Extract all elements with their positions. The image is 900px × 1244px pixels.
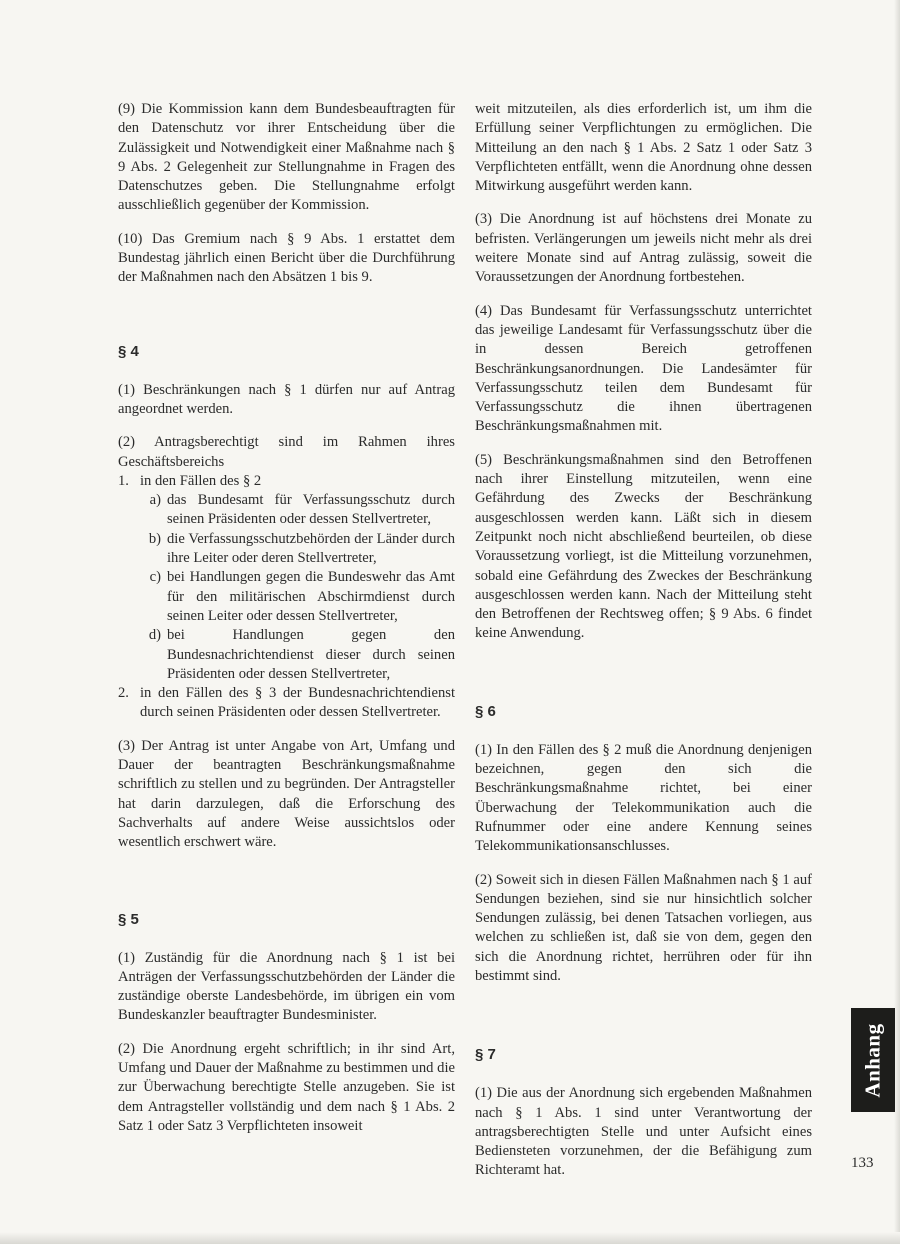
list-item [118, 684, 455, 723]
section-5-paragraph-1: (1) Zuständig für die Anordnung nach § 1 ist bei Anträgen der Verfassungsschutzbehörden der Länder die zuständige oberste Landesbehörde, im übrigen ein vom Bundeskanzler beauftragter Bundesminister. [118, 949, 455, 1024]
sub-list-letter: d) [148, 627, 161, 644]
sub-list-letter: a) [149, 492, 161, 509]
sub-list [140, 491, 455, 684]
sub-list-item [140, 491, 455, 530]
list-item-number: 2. [118, 685, 129, 702]
sub-list-text: das Bundesamt für Verfassungsschutz durch seinen Präsidenten oder dessen Stellvertreter, [167, 492, 455, 528]
section-4-paragraph-2-intro: (2) Antragsberechtigt sind im Rahmen ihres Geschäftsbereichs [118, 434, 455, 470]
sub-list-text: bei Handlungen gegen die Bundeswehr das Amt für den militärischen Abschirmdienst durch seinen Leiter oder dessen Stellvertreter, [167, 569, 455, 624]
section-4-paragraph-3: (3) Der Antrag ist unter Angabe von Art, Umfang und Dauer der beantragten Beschränkungsmaßnahme schriftlich zu stellen und zu begründen. Der Antragsteller hat darin darzulegen, daß die Erforschung des Sachverhalts auf andere Weise aussichtslos oder wesentlich erschwert wäre. [118, 737, 455, 851]
section-4-list [118, 472, 455, 723]
section-5-heading: § 5 [118, 910, 139, 928]
sub-list-text: die Verfassungsschutzbehörden der Länder durch ihre Leiter oder deren Stellvertreter, [167, 530, 455, 567]
section-4-paragraph-1: (1) Beschränkungen nach § 1 dürfen nur auf Antrag angeordnet werden. [118, 381, 455, 417]
section-7-paragraph-1: (1) Die aus der Anordnung sich ergebenden Maßnahmen nach § 1 Abs. 1 sind unter Verantwortung der antragsberechtigten Stelle und unter Aufsicht eines Bediensteten vorzunehmen, der die Befähigung zum Richteramt hat. [475, 1085, 812, 1179]
page-number: 133 [851, 1155, 874, 1171]
page-edge-bottom [0, 1232, 900, 1244]
sub-list-text: bei Handlungen gegen den Bundesnachrichtendienst dieser durch seinen Präsidenten oder dessen Stellvertreter, [167, 627, 455, 682]
section-7-heading: § 7 [475, 1046, 496, 1064]
section-4-heading: § 4 [118, 342, 139, 360]
list-item-text: in den Fällen des § 2 [140, 472, 262, 489]
section-5-paragraph-5: (5) Beschränkungsmaßnahmen sind den Betroffenen nach ihrer Einstellung mitzuteilen, wenn eine Gefährdung des Zwecks der Beschränkung ausgeschlossen werden kann. Läßt sich in diesem Zeitpunkt noch nicht abschließend beurteilen, ob diese Voraussetzung vorliegt, ist die Mitteilung vorzunehmen, sobald eine Gefährdung des Zweckes der Beschränkung ausgeschlossen werden kann. Nach der Mitteilung steht den Betroffenen der Rechtsweg offen; § 9 Abs. 6 findet keine Anwendung. [475, 451, 812, 642]
sub-list-letter: c) [149, 569, 161, 586]
paragraph-9: (9) Die Kommission kann dem Bundesbeauftragten für den Datenschutz vor ihrer Entscheidung über die Zulässigkeit und Notwendigkeit einer Maßnahme nach § 9 Abs. 2 Gelegenheit zur Stellungnahme in Fragen des Datenschutzes geben. Die Stellungnahme erfolgt ausschließlich gegenüber der Kommission. [118, 101, 455, 214]
sub-list-letter: b) [148, 530, 161, 547]
section-6-paragraph-1: (1) In den Fällen des § 2 muß die Anordnung denjenigen bezeichnen, gegen den sich die Beschränkungsmaßnahme richtet, bei einer Überwachung der Telekommunikation auch die Rufnummer oder eine andere Kennung seines Telekommunikationsanschlusses. [475, 741, 812, 855]
list-item-number: 1. [118, 472, 129, 489]
section-5-paragraph-2: (2) Die Anordnung ergeht schriftlich; in ihr sind Art, Umfang und Dauer der Maßnahme zu bestimmen und die zur Überwachung berechtigte Stelle anzugeben. Sie ist dem Antragsteller vollständig und dem nach § 1 Abs. 2 Satz 1 oder Satz 3 Verpflichteten insoweit [118, 1040, 455, 1134]
section-5-paragraph-4: (4) Das Bundesamt für Verfassungsschutz unterrichtet das jeweilige Landesamt für Verfassungsschutz über die in dessen Bereich getroffenen Beschränkungsanordnungen. Die Landesämter für Verfassungsschutz teilen dem Bundesamt für Verfassungsschutz die ihnen übertragenen Beschränkungsmaßnahmen mit. [475, 302, 812, 435]
right-column [475, 100, 812, 1195]
appendix-side-tab-label: Anhang [860, 1022, 885, 1098]
appendix-side-tab [851, 1008, 895, 1112]
section-6-paragraph-2: (2) Soweit sich in diesen Fällen Maßnahmen nach § 1 auf Sendungen beziehen, sind sie nur hinsichtlich solcher Sendungen zulässig, bei denen Tatsachen vorliegen, aus welchen zu schließen ist, daß sie von dem, gegen den sich die Anordnung richtet, herrühren oder für ihn bestimmt sind. [475, 871, 812, 984]
left-column [118, 100, 455, 1150]
sub-list-item [140, 626, 455, 684]
list-item [118, 472, 455, 684]
paragraph-10: (10) Das Gremium nach § 9 Abs. 1 erstattet dem Bundestag jährlich einen Bericht über die Durchführung der Maßnahmen nach den Absätzen 1 bis 9. [118, 230, 455, 286]
list-item-text: in den Fällen des § 3 der Bundesnachrichtendienst durch seinen Präsidenten oder dessen Stellvertreter. [140, 685, 455, 721]
sub-list-item [140, 530, 455, 569]
section-5-paragraph-3: (3) Die Anordnung ist auf höchstens drei Monate zu befristen. Verlängerungen um jeweils nicht mehr als drei weitere Monate sind auf Antrag zulässig, soweit die Voraussetzungen der Anordnung fortbestehen. [475, 211, 812, 286]
sub-list-item [140, 568, 455, 626]
paragraph-continuation: weit mitzuteilen, als dies erforderlich ist, um ihm die Erfüllung seiner Verpflichtungen zu ermöglichen. Die Mitteilung an den nach § 1 Abs. 2 Satz 1 oder Satz 3 Verpflichteten entfällt, wenn die Anordnung ohne dessen Mitwirkung ausgeführt werden kann. [475, 101, 812, 195]
section-6-heading: § 6 [475, 702, 496, 720]
